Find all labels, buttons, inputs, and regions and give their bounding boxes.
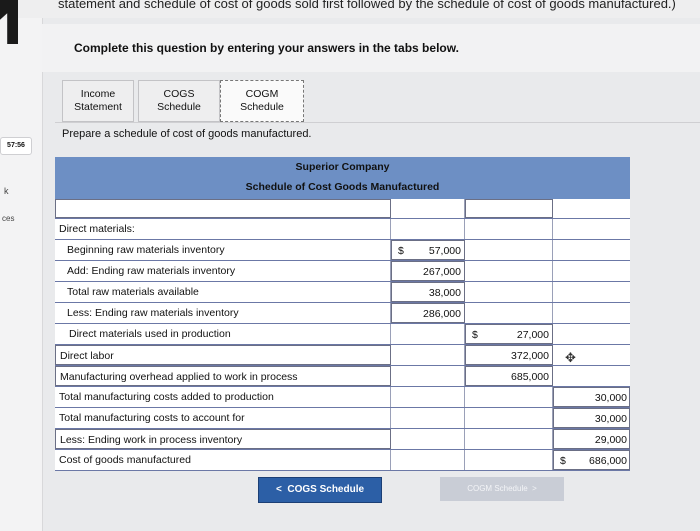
schedule-title: Schedule of Cost Goods Manufactured [245, 181, 440, 193]
amount-cell [391, 324, 465, 344]
amount-cell [391, 408, 465, 428]
amount-cell [465, 240, 553, 260]
amount-cell [465, 282, 553, 302]
tab-income-statement[interactable] [62, 80, 134, 122]
amount-input[interactable]: $ 686,000 [553, 450, 630, 470]
amount-input[interactable]: 372,000 [465, 345, 553, 365]
row-label: Total manufacturing costs to account for [55, 408, 391, 428]
next-tab-label: COGM Schedule [467, 484, 528, 493]
dollar-sign: $ [472, 329, 478, 341]
instruction-text: statement and schedule of cost of goods sold first followed by the schedule of cost of goods manufactured.) [58, 0, 676, 11]
row-label-input[interactable]: Add: Ending raw materials inventory [55, 261, 391, 281]
table-row [55, 282, 630, 303]
amount-input[interactable]: $ 57,000 [391, 240, 465, 260]
tab-label: Statement [74, 101, 122, 113]
table-row [55, 345, 630, 366]
chevron-right-icon: > [532, 484, 537, 493]
row-label: Direct materials: [55, 219, 391, 239]
schedule-table [55, 197, 630, 471]
sidebar-item-ces[interactable]: ces [2, 214, 15, 223]
table-row [55, 219, 630, 240]
amount-cell [553, 199, 630, 218]
dollar-sign: $ [560, 455, 566, 467]
prepare-instruction: Prepare a schedule of cost of goods manufactured. [62, 128, 312, 140]
amount-cell [553, 303, 630, 323]
amount-cell [391, 387, 465, 407]
row-label: Cost of goods manufactured [55, 450, 391, 470]
amount-cell [553, 261, 630, 281]
amount-cell [553, 324, 630, 344]
question-prompt: Complete this question by entering your answers in the tabs below. [74, 41, 459, 55]
row-label-input[interactable] [55, 199, 391, 218]
row-label: Total manufacturing costs added to production [55, 387, 391, 407]
amount-input[interactable]: 286,000 [391, 303, 465, 323]
table-row [55, 408, 630, 429]
amount-cell [553, 240, 630, 260]
table-row [55, 429, 630, 450]
tab-cogm-schedule[interactable] [220, 80, 304, 122]
row-label-input[interactable]: Beginning raw materials inventory [55, 240, 391, 260]
schedule-header [55, 157, 630, 197]
sidebar-item-k[interactable]: k [4, 186, 9, 196]
table-row [55, 197, 630, 219]
amount-input[interactable]: 30,000 [553, 408, 630, 428]
panel-divider [55, 122, 700, 123]
table-row [55, 387, 630, 408]
amount-cell [553, 366, 630, 386]
table-row [55, 303, 630, 324]
amount-cell [553, 219, 630, 239]
tab-label: Schedule [157, 101, 201, 113]
tab-label: COGM [245, 88, 279, 100]
amount-input[interactable]: $ 27,000 [465, 324, 553, 344]
amount-input[interactable] [465, 199, 553, 218]
row-label-input[interactable]: Less: Ending raw materials inventory [55, 303, 391, 323]
amount-cell [465, 429, 553, 449]
amount-cell [465, 408, 553, 428]
tab-label: Income [80, 88, 116, 100]
amount-cell [391, 219, 465, 239]
next-tab-button[interactable] [440, 477, 564, 501]
table-row [55, 261, 630, 282]
amount-cell [465, 450, 553, 470]
row-label-input[interactable]: Direct labor [55, 345, 391, 365]
timer-badge: 57:56 [0, 137, 32, 155]
prev-tab-label: COGS Schedule [287, 484, 365, 495]
amount-input[interactable]: 267,000 [391, 261, 465, 281]
tab-label: COGS [163, 88, 195, 100]
amount-cell [391, 345, 465, 365]
prev-tab-button[interactable] [258, 477, 382, 503]
table-row [55, 324, 630, 345]
amount-cell [553, 282, 630, 302]
amount-input[interactable]: 685,000 [465, 366, 553, 386]
row-label: Direct materials used in production [55, 324, 391, 344]
amount-cell [465, 387, 553, 407]
table-row [55, 240, 630, 261]
tab-label: Schedule [240, 101, 284, 113]
company-name: Superior Company [295, 161, 390, 173]
amount-input[interactable]: 38,000 [391, 282, 465, 302]
amount-cell [391, 199, 465, 218]
left-sidebar [0, 18, 43, 531]
row-label: Total raw materials available [55, 282, 391, 302]
table-row [55, 366, 630, 387]
amount-cell [465, 261, 553, 281]
amount-cell [391, 429, 465, 449]
amount-input[interactable]: 29,000 [553, 429, 630, 449]
row-label-input[interactable]: Less: Ending work in process inventory [55, 429, 391, 449]
row-label-input[interactable]: Manufacturing overhead applied to work in process [55, 366, 391, 386]
chevron-left-icon: < [275, 484, 282, 495]
dollar-sign: $ [398, 245, 404, 257]
amount-cell [391, 366, 465, 386]
table-row [55, 450, 630, 471]
question-prompt-bar [42, 24, 700, 72]
amount-cell [465, 303, 553, 323]
tab-cogs-schedule[interactable] [138, 80, 220, 122]
amount-cell [391, 450, 465, 470]
amount-cell [465, 219, 553, 239]
move-cursor-icon: ✥ [565, 350, 576, 365]
amount-input[interactable]: 30,000 [553, 387, 630, 407]
